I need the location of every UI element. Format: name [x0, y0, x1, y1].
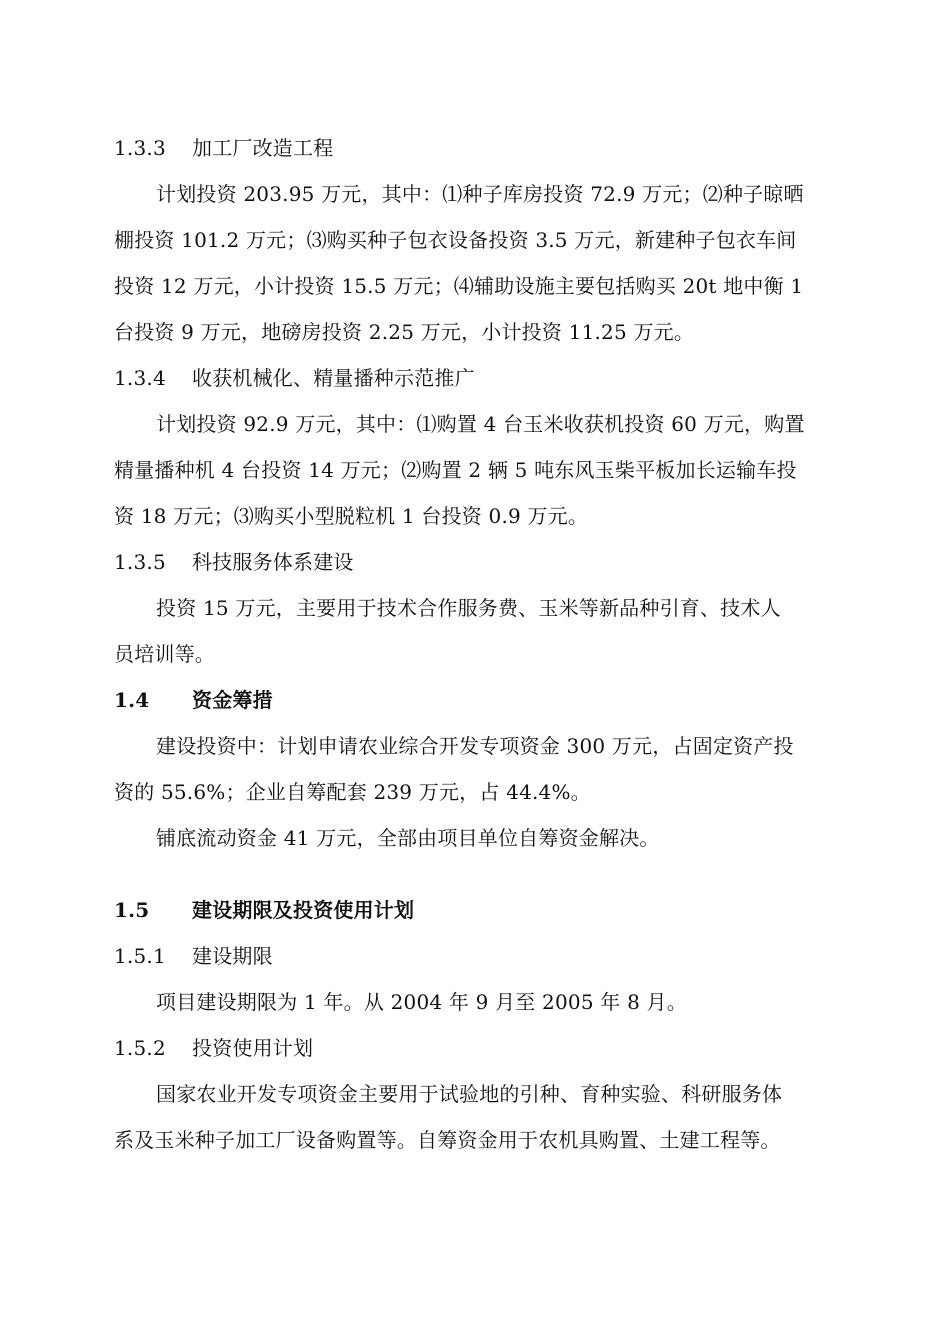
paragraph-line: 棚投资 101.2 万元；⑶购买种子包衣设备投资 3.5 万元，新建种子包衣车间: [114, 228, 797, 252]
section-title: 建设期限及投资使用计划: [192, 898, 415, 922]
section-title: 科技服务体系建设: [192, 550, 354, 574]
paragraph-line: 员培训等。: [114, 642, 215, 666]
paragraph-line: 计划投资 203.95 万元，其中：⑴种子库房投资 72.9 万元；⑵种子晾晒: [156, 182, 804, 206]
section-number: 1.5: [114, 898, 150, 922]
section-title: 加工厂改造工程: [192, 136, 334, 160]
section-title: 投资使用计划: [192, 1036, 314, 1060]
section-number: 1.5.1: [114, 944, 166, 968]
heading-1-5-1: [114, 942, 854, 970]
section-number: 1.3.4: [114, 366, 166, 390]
section-title: 收获机械化、精量播种示范推广: [192, 366, 475, 390]
heading-1-3-5: [114, 548, 854, 576]
paragraph-line: 项目建设期限为 1 年。从 2004 年 9 月至 2005 年 8 月。: [156, 990, 687, 1014]
paragraph-line: 建设投资中：计划申请农业综合开发专项资金 300 万元，占固定资产投: [156, 734, 794, 758]
heading-1-4: [114, 686, 854, 714]
heading-1-3-4: [114, 364, 854, 392]
paragraph-line: 资 18 万元；⑶购买小型脱粒机 1 台投资 0.9 万元。: [114, 504, 589, 528]
paragraph-line: 投资 12 万元，小计投资 15.5 万元；⑷辅助设施主要包括购买 20t 地中衡 1: [114, 274, 804, 298]
heading-1-3-3: [114, 134, 854, 162]
paragraph-line: 计划投资 92.9 万元，其中：⑴购置 4 台玉米收获机投资 60 万元，购置: [156, 412, 805, 436]
heading-1-5-2: [114, 1034, 854, 1062]
section-title: 建设期限: [192, 944, 273, 968]
section-number: 1.3.5: [114, 550, 166, 574]
section-number: 1.4: [114, 688, 150, 712]
paragraph-line: 国家农业开发专项资金主要用于试验地的引种、育种实验、科研服务体: [156, 1082, 783, 1106]
section-number: 1.5.2: [114, 1036, 166, 1060]
paragraph-line: 资的 55.6%；企业自筹配套 239 万元，占 44.4%。: [114, 780, 591, 804]
paragraph-line: 投资 15 万元，主要用于技术合作服务费、玉米等新品种引育、技术人: [156, 596, 781, 620]
paragraph-line: 台投资 9 万元，地磅房投资 2.25 万元，小计投资 11.25 万元。: [114, 320, 695, 344]
paragraph-line: 铺底流动资金 41 万元，全部由项目单位自筹资金解决。: [156, 826, 660, 850]
section-title: 资金筹措: [192, 688, 273, 712]
paragraph-line: 系及玉米种子加工厂设备购置等。自筹资金用于农机具购置、土建工程等。: [114, 1128, 781, 1152]
section-number: 1.3.3: [114, 136, 166, 160]
paragraph-line: 精量播种机 4 台投资 14 万元；⑵购置 2 辆 5 吨东风玉柴平板加长运输车投: [114, 458, 797, 482]
heading-1-5: [114, 896, 854, 924]
